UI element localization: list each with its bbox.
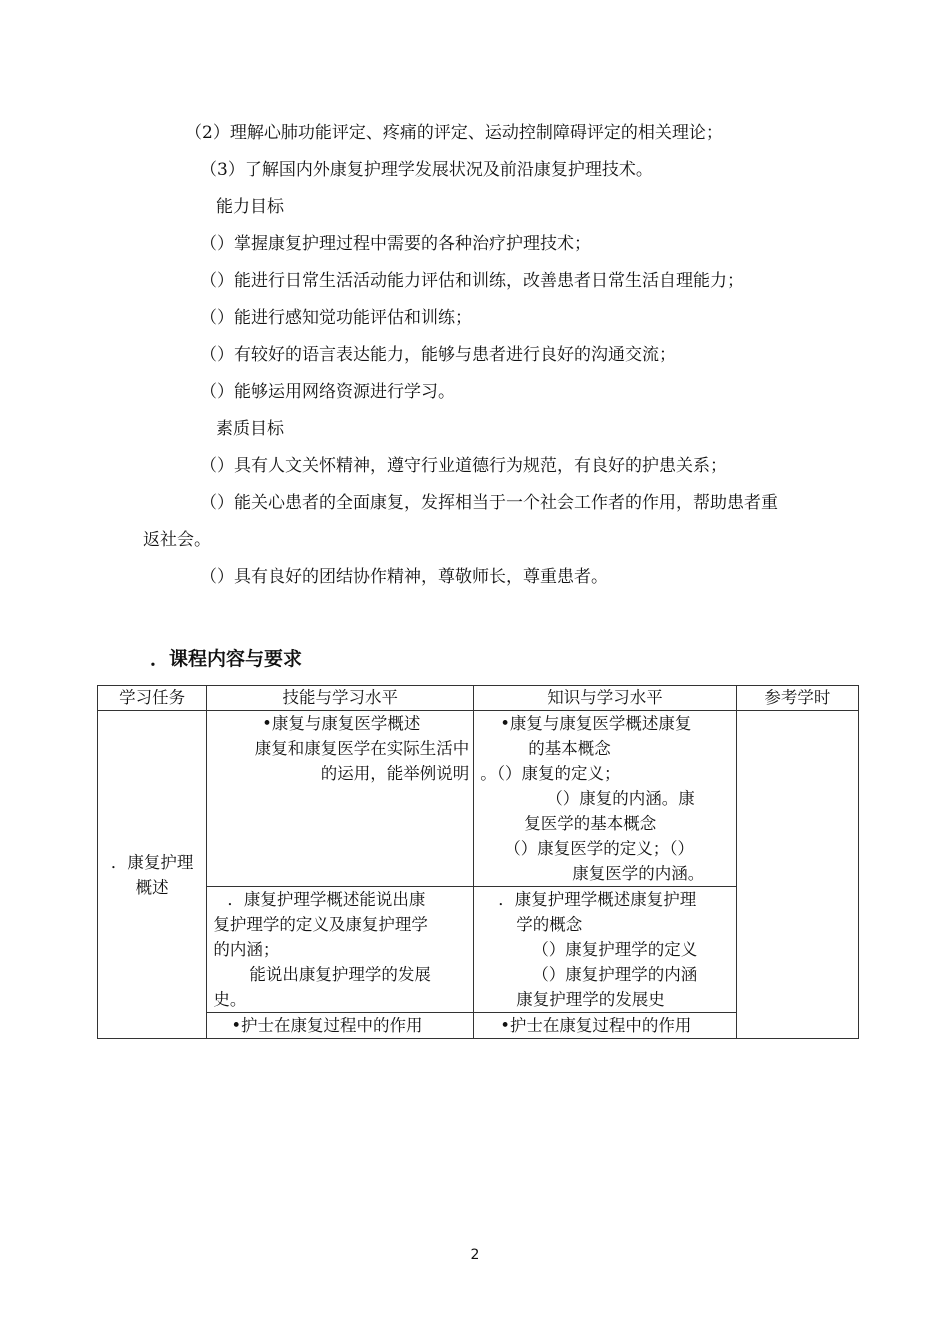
objective-line-quality-title: 素质目标: [216, 419, 284, 439]
hours-cell: [736, 711, 858, 1039]
header-hours: 参考学时: [736, 686, 858, 711]
knowledge-line: 康复医学的内涵。: [572, 864, 705, 883]
header-knowledge: 知识与学习水平: [474, 686, 737, 711]
table-header-row: [98, 686, 859, 711]
knowledge-line: （）康复医学的定义；（）: [504, 839, 694, 858]
header-task: 学习任务: [98, 686, 207, 711]
objective-line-a1: （）掌握康复护理过程中需要的各种治疗护理技术；: [200, 234, 591, 254]
knowledge-line: ．康复护理学概述康复护理: [498, 890, 697, 909]
objective-line-q2b: 返社会。: [143, 530, 211, 550]
skill-line: 的运用，能举例说明: [320, 764, 470, 783]
skill-line: •康复与康复医学概述: [262, 714, 421, 733]
skill-cell: [207, 887, 474, 1013]
knowledge-line: （）康复护理学的内涵: [532, 965, 698, 984]
skill-line: 的内涵；: [213, 940, 280, 959]
objective-line-a2: （）能进行日常生活活动能力评估和训练，改善患者日常生活自理能力；: [200, 271, 744, 291]
objective-line-a5: （）能够运用网络资源进行学习。: [200, 382, 455, 402]
knowledge-line: 学的概念: [516, 915, 583, 934]
knowledge-line: 。（）康复的定义；: [480, 764, 621, 783]
objective-line-q1: （）具有人文关怀精神，遵守行业道德行为规范，有良好的护患关系；: [200, 456, 727, 476]
skill-line: 复护理学的定义及康复护理学: [213, 915, 428, 934]
skill-line: ．康复护理学概述能说出康: [227, 890, 426, 909]
knowledge-line: •护士在康复过程中的作用: [500, 1016, 692, 1035]
knowledge-line: 复医学的基本概念: [524, 814, 657, 833]
objective-line-a3: （）能进行感知觉功能评估和训练；: [200, 308, 472, 328]
skill-line: 康复和康复医学在实际生活中: [254, 739, 470, 758]
knowledge-cell: [474, 711, 737, 887]
knowledge-cell: [474, 887, 737, 1013]
task-line: 概述: [135, 877, 169, 897]
curriculum-table: [97, 685, 859, 1039]
objective-line-k3: （3）了解国内外康复护理学发展状况及前沿康复护理技术。: [200, 160, 653, 180]
knowledge-line: （）康复护理学的定义: [532, 940, 698, 959]
objective-line-ability-title: 能力目标: [216, 197, 284, 217]
section-heading: ．课程内容与要求: [150, 648, 303, 670]
skill-line: 能说出康复护理学的发展: [249, 965, 431, 984]
knowledge-cell: [474, 1013, 737, 1039]
task-cell: [98, 711, 207, 1039]
header-skill: 技能与学习水平: [207, 686, 474, 711]
task-line: ．康复护理: [110, 852, 194, 872]
page-number: 2: [470, 1247, 480, 1263]
objective-line-a4: （）有较好的语言表达能力，能够与患者进行良好的沟通交流；: [200, 345, 676, 365]
knowledge-line: 的基本概念: [528, 739, 611, 758]
skill-line: 史。: [213, 990, 247, 1009]
knowledge-line: （）康复的内涵。康: [546, 789, 695, 808]
table-row: [98, 711, 859, 887]
knowledge-line: •康复与康复医学概述康复: [500, 714, 692, 733]
skill-cell: [207, 1013, 474, 1039]
skill-line: •护士在康复过程中的作用: [231, 1016, 423, 1035]
objective-line-q2a: （）能关心患者的全面康复，发挥相当于一个社会工作者的作用，帮助患者重: [200, 493, 778, 513]
objective-line-q3: （）具有良好的团结协作精神，尊敬师长，尊重患者。: [200, 567, 608, 587]
knowledge-line: 康复护理学的发展史: [516, 990, 665, 1009]
objective-line-k2: （2）理解心肺功能评定、疼痛的评定、运动控制障碍评定的相关理论；: [185, 123, 723, 143]
skill-cell: [207, 711, 474, 887]
